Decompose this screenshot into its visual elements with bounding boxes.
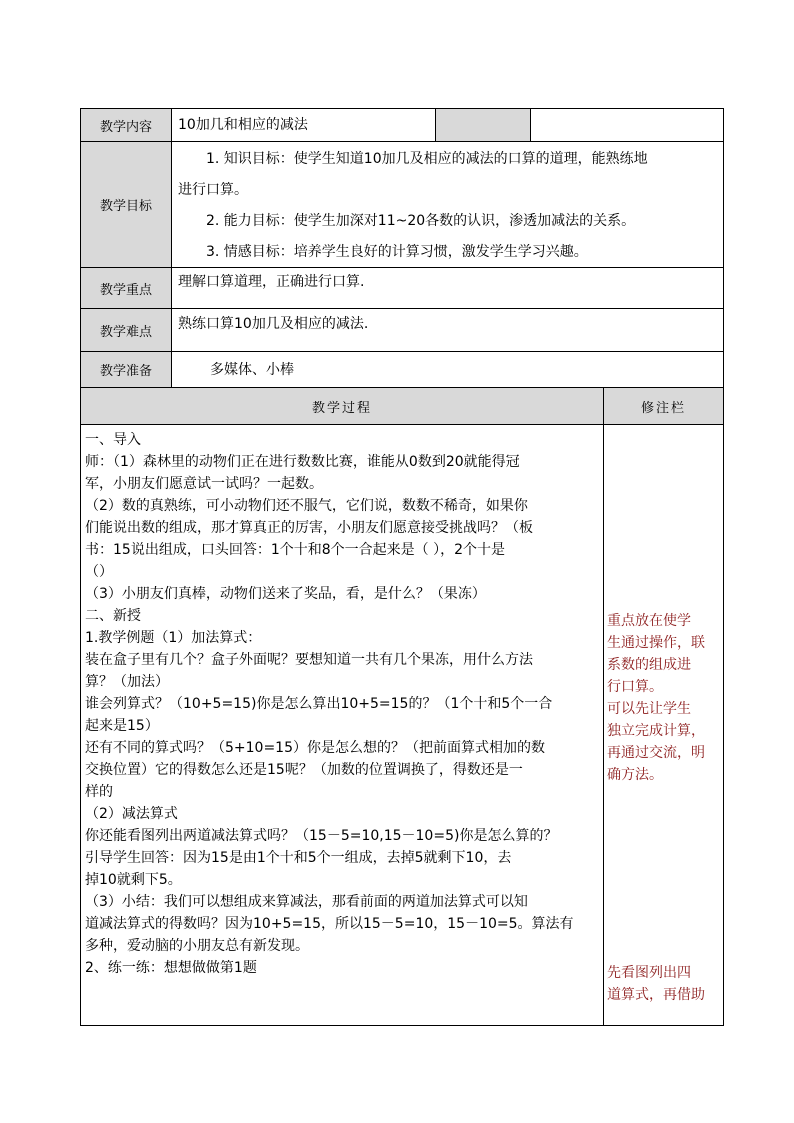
prep-label-cell [80, 351, 172, 388]
process-header: 教学过程 [311, 400, 372, 416]
note-line: 道算式，再借助 [607, 987, 705, 1003]
process-line: 样的 [85, 784, 113, 800]
process-line: 军，小朋友们愿意试一试吗？一起数。 [85, 476, 323, 492]
process-line: 们能说出数的组成，那才算真正的厉害，小朋友们愿意接受挑战吗？（板 [85, 520, 533, 536]
notes-header-cell [603, 387, 724, 425]
difficulty-value-cell [171, 308, 724, 352]
process-line: 一、导入 [85, 432, 141, 448]
process-line: （） [85, 564, 113, 580]
process-line: 起来是15） [85, 718, 159, 734]
note-line: 可以先让学生 [607, 701, 691, 717]
goals-label: 教学目标 [99, 199, 152, 214]
process-line: 多种，爱动脑的小朋友总有新发现。 [85, 938, 309, 954]
key-label-cell [80, 267, 172, 309]
difficulty-value: 熟练口算10加几及相应的减法. [178, 316, 369, 332]
note-line: 独立完成计算， [607, 723, 705, 739]
prep-label: 教学准备 [99, 364, 152, 379]
notes-top [607, 610, 719, 786]
note-line: 先看图列出四 [607, 965, 691, 981]
process-line: 师：（1）森林里的动物们正在进行数数比赛，谁能从0数到20就能得冠 [85, 454, 520, 470]
note-line: 行口算。 [607, 679, 663, 695]
key-value: 理解口算道理，正确进行口算. [178, 274, 365, 290]
blank-white-cell [530, 108, 724, 142]
process-line: 1.教学例题（1）加法算式： [85, 630, 262, 646]
goals-label-cell [80, 141, 172, 268]
goal-line-4: 3. 情感目标：培养学生良好的计算习惯，激发学生学习兴趣。 [206, 244, 588, 260]
process-line: 你还能看图列出两道减法算式吗？（15－5=10,15－10=5)你是怎么算的？ [85, 828, 558, 844]
process-line: （3）小朋友们真棒，动物们送来了奖品，看，是什么？（果冻） [85, 586, 486, 602]
content-value-cell [171, 108, 436, 142]
key-label: 教学重点 [99, 282, 152, 298]
process-line: （2）数的真熟练，可小动物们还不服气，它们说，数数不稀奇，如果你 [85, 498, 528, 514]
process-header-cell [80, 387, 604, 425]
process-line: 谁会列算式？（10+5=15)你是怎么算出10+5=15的？（1个十和5个一合 [85, 696, 553, 712]
process-line: 装在盒子里有几个？盒子外面呢？要想知道一共有几个果冻，用什么方法 [85, 652, 533, 668]
process-line: 算？（加法） [85, 674, 169, 690]
goal-line-1: 1. 知识目标：使学生知道10加几及相应的减法的口算的道理，能熟练地 [206, 151, 648, 167]
process-line: 交换位置）它的得数怎么还是15呢？（加数的位置调换了，得数还是一 [85, 762, 523, 778]
process-line: 二、新授 [85, 608, 141, 624]
process-line: （3）小结：我们可以想组成来算减法，那看前面的两道加法算式可以知 [85, 894, 528, 910]
difficulty-label-cell [80, 308, 172, 352]
key-value-cell [171, 267, 724, 309]
goal-line-3: 2. 能力目标：使学生加深对11~20各数的认识，渗透加减法的关系。 [206, 213, 636, 229]
process-line: 道减法算式的得数吗？因为10+5=15，所以15－5=10，15－10=5。算法有 [85, 916, 574, 932]
notes-header: 修注栏 [640, 400, 686, 416]
note-line: 确方法。 [607, 767, 663, 783]
content-value: 10加几和相应的减法 [178, 117, 308, 133]
note-line: 再通过交流，明 [607, 745, 705, 761]
prep-value: 多媒体、小棒 [210, 361, 294, 378]
notes-bottom [607, 962, 719, 1006]
process-line: （2）减法算式 [85, 806, 178, 822]
process-text [85, 429, 600, 979]
difficulty-label: 教学难点 [99, 324, 152, 340]
note-line: 系数的组成进 [607, 657, 691, 673]
note-line: 生通过操作，联 [607, 635, 705, 651]
goal-line-2: 进行口算。 [178, 182, 248, 198]
content-label: 教学内容 [99, 119, 152, 135]
blank-gray-cell [435, 108, 531, 142]
content-label-cell [80, 108, 172, 142]
process-line: 2、练一练：想想做做第1题 [85, 960, 257, 976]
process-line: 书：15说出组成，口头回答：1个十和8个一合起来是（ ），2个十是 [85, 542, 505, 558]
note-line: 重点放在使学 [607, 613, 691, 629]
process-line: 还有不同的算式吗？（5+10=15）你是怎么想的？（把前面算式相加的数 [85, 740, 545, 756]
process-line: 引导学生回答：因为15是由1个十和5个一组成，去掉5就剩下10，去 [85, 850, 512, 866]
process-line: 掉10就剩下5。 [85, 872, 182, 888]
prep-value-cell [171, 351, 724, 388]
